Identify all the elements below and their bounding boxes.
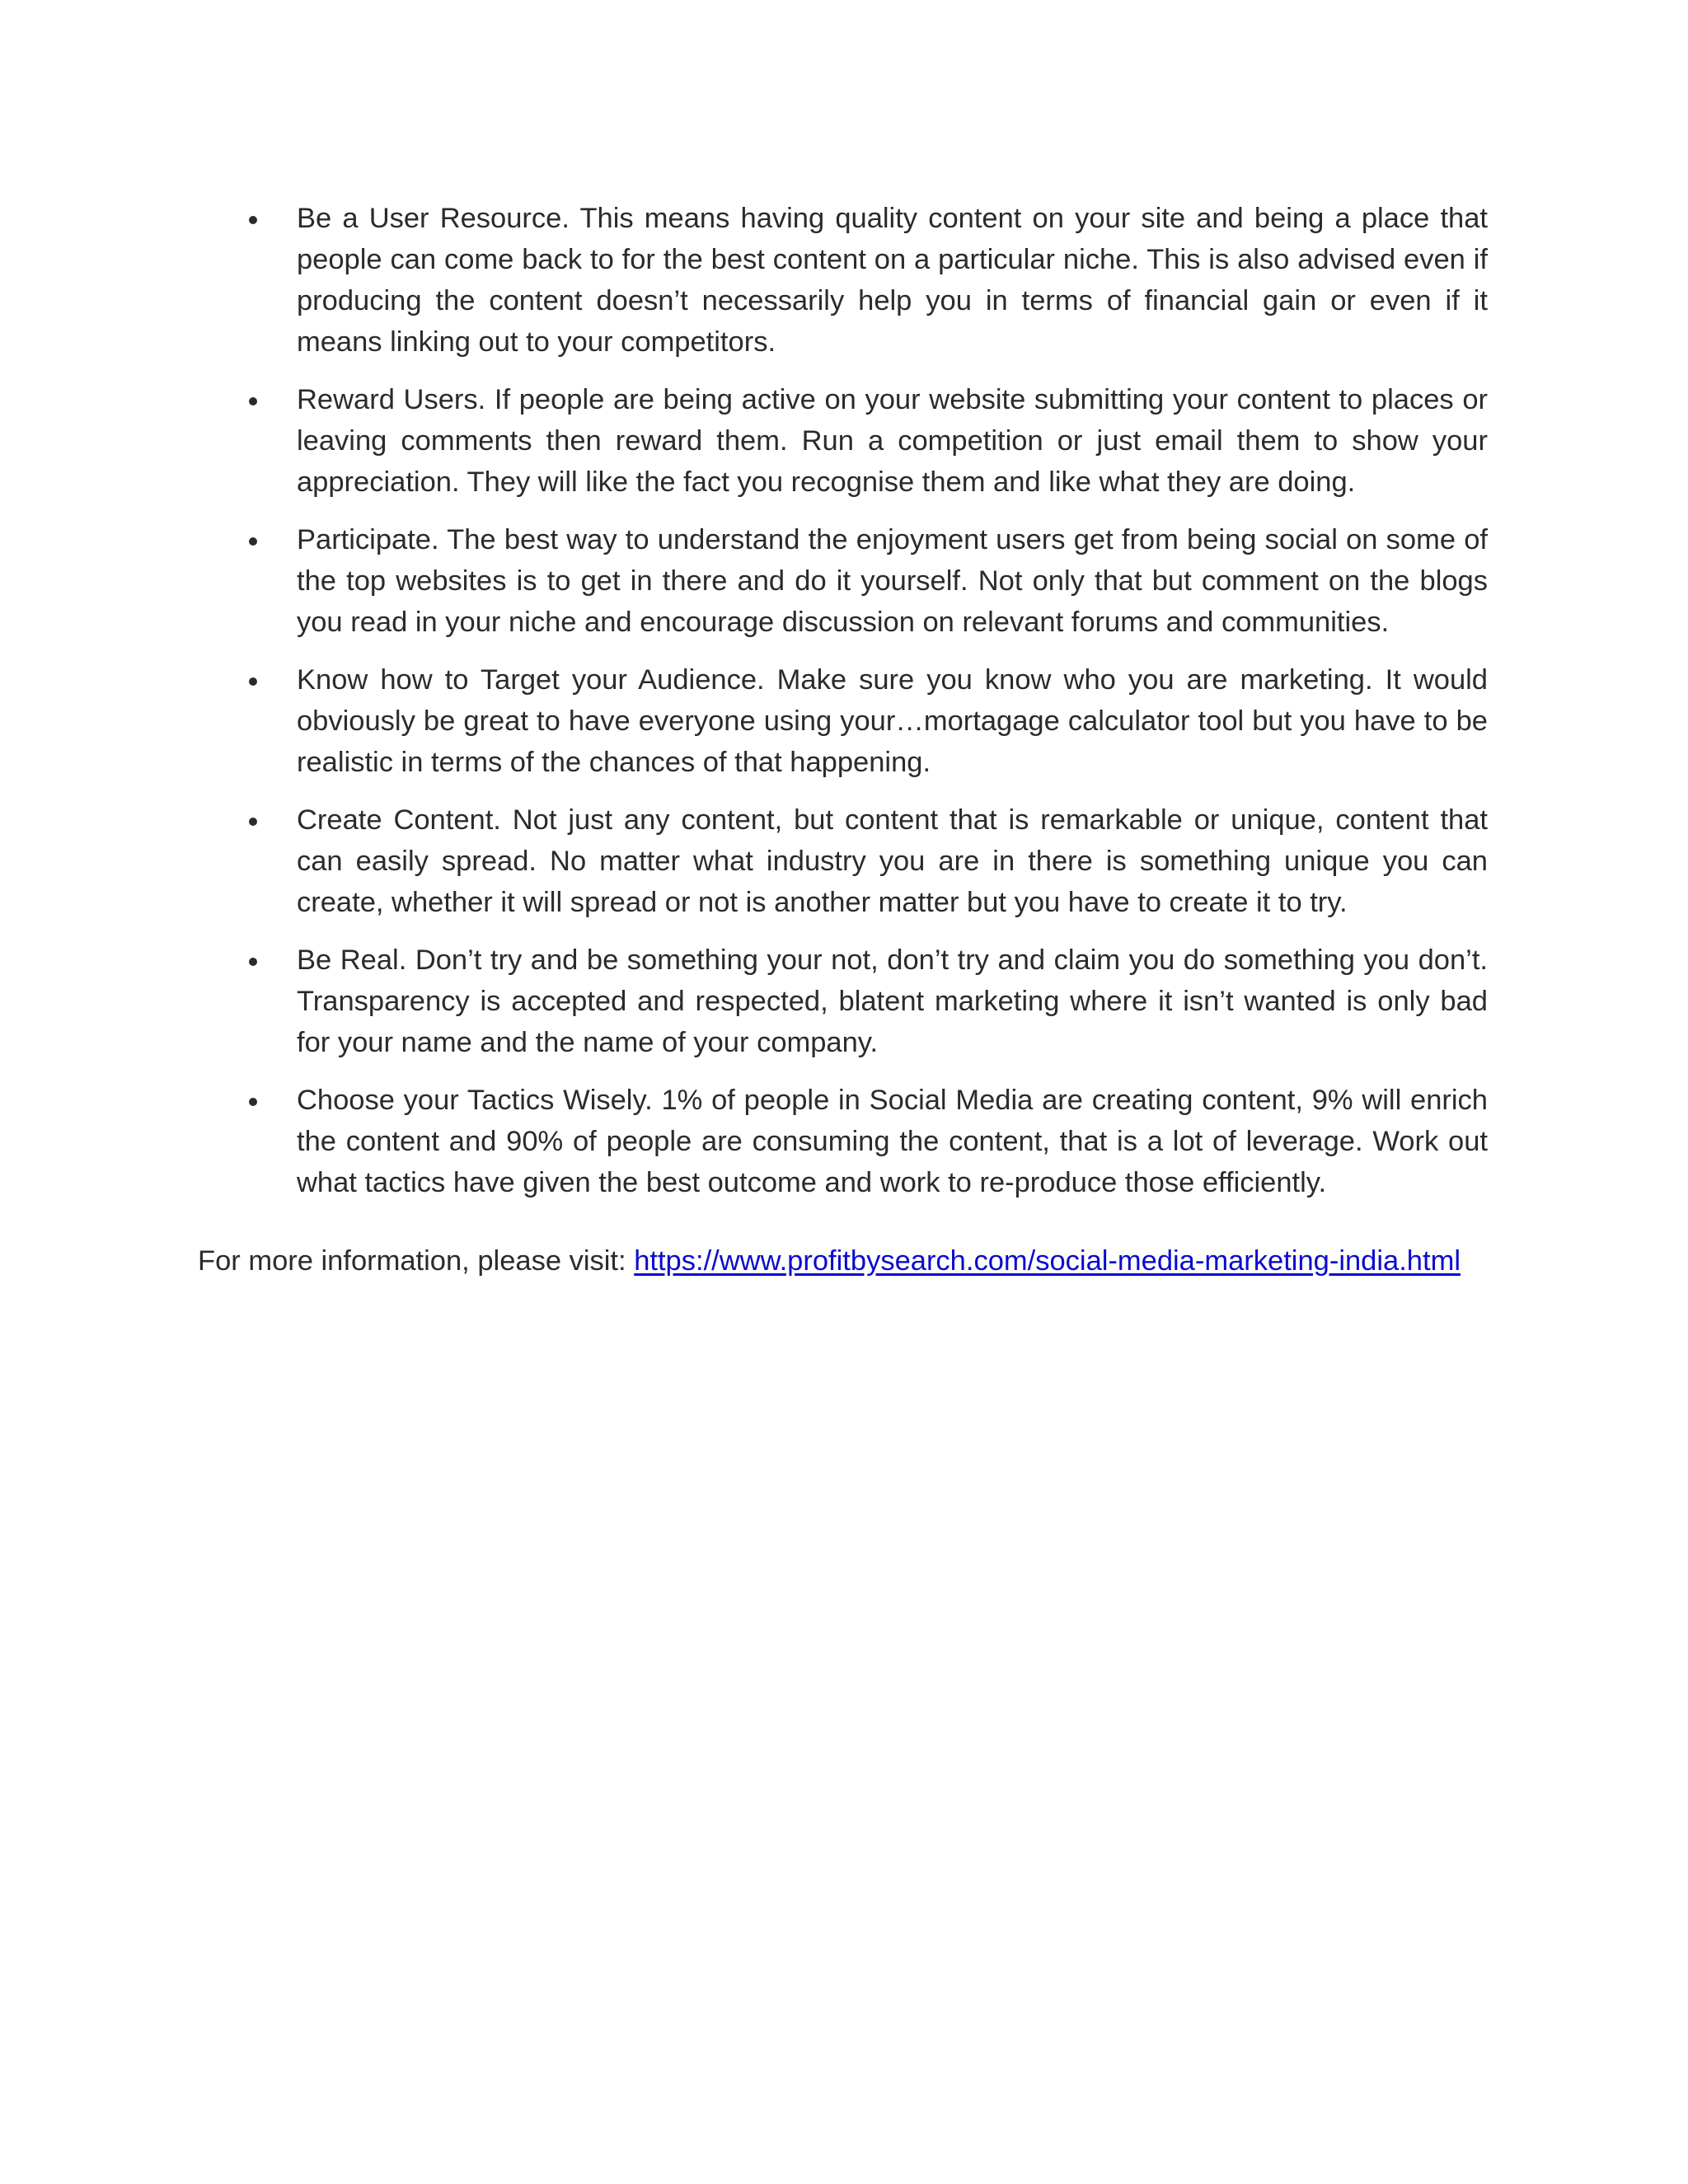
list-item-text: Be Real. Don’t try and be something your not, don’t try and claim you do something you don’t. Transparency is accepted and respected, blatent marketing where it isn’t wanted is only bad for your name and the name of your company.	[297, 944, 1488, 1058]
list-item-text: Choose your Tactics Wisely. 1% of people in Social Media are creating content, 9% will enrich the content and 90% of people are consuming the content, that is a lot of leverage. Work out what tactics have given the best outcome and work to re-produce those efficiently.	[297, 1085, 1488, 1198]
list-item-text: Reward Users. If people are being active on your website submitting your content to places or leaving comments then reward them. Run a competition or just email them to show your appreciation. They will like the fact you recognise them and like what they are doing.	[297, 384, 1488, 498]
bullet-icon	[249, 818, 257, 826]
more-info-link[interactable]: https://www.profitbysearch.com/social-media-marketing-india.html	[634, 1245, 1461, 1277]
more-info-label: For more information, please visit:	[198, 1245, 626, 1277]
bullet-icon	[249, 397, 257, 405]
list-item-text: Participate. The best way to understand the enjoyment users get from being social on some of the top websites is to get in there and do it yourself. Not only that but comment on the blogs you read in your niche and encourage discussion on relevant forums and communities.	[297, 524, 1488, 638]
bullet-icon	[249, 958, 257, 966]
list-item	[198, 799, 1488, 923]
list-item-text: Create Content. Not just any content, but content that is remarkable or unique, content that can easily spread. No matter what industry you are in there is something unique you can create, whether it will spread or not is another matter but you have to create it to try.	[297, 804, 1488, 918]
tips-list	[198, 198, 1488, 1203]
list-item	[198, 198, 1488, 363]
list-item	[198, 519, 1488, 643]
list-item	[198, 379, 1488, 503]
more-info-paragraph	[198, 1240, 1488, 1282]
list-item	[198, 659, 1488, 783]
bullet-icon	[249, 537, 257, 546]
list-item-text: Be a User Resource. This means having quality content on your site and being a place that people can come back to for the best content on a particular niche. This is also advised even if producing the content doesn’t necessarily help you in terms of financial gain or even if it means linking out to your competitors.	[297, 203, 1488, 358]
list-item-text: Know how to Target your Audience. Make sure you know who you are marketing. It would obviously be great to have everyone using your…mortagage calculator tool but you have to be realistic in terms of the chances of that happening.	[297, 664, 1488, 778]
bullet-icon	[249, 1098, 257, 1106]
bullet-icon	[249, 216, 257, 224]
list-item	[198, 940, 1488, 1063]
bullet-icon	[249, 677, 257, 686]
document-body	[198, 198, 1488, 1310]
list-item	[198, 1080, 1488, 1203]
